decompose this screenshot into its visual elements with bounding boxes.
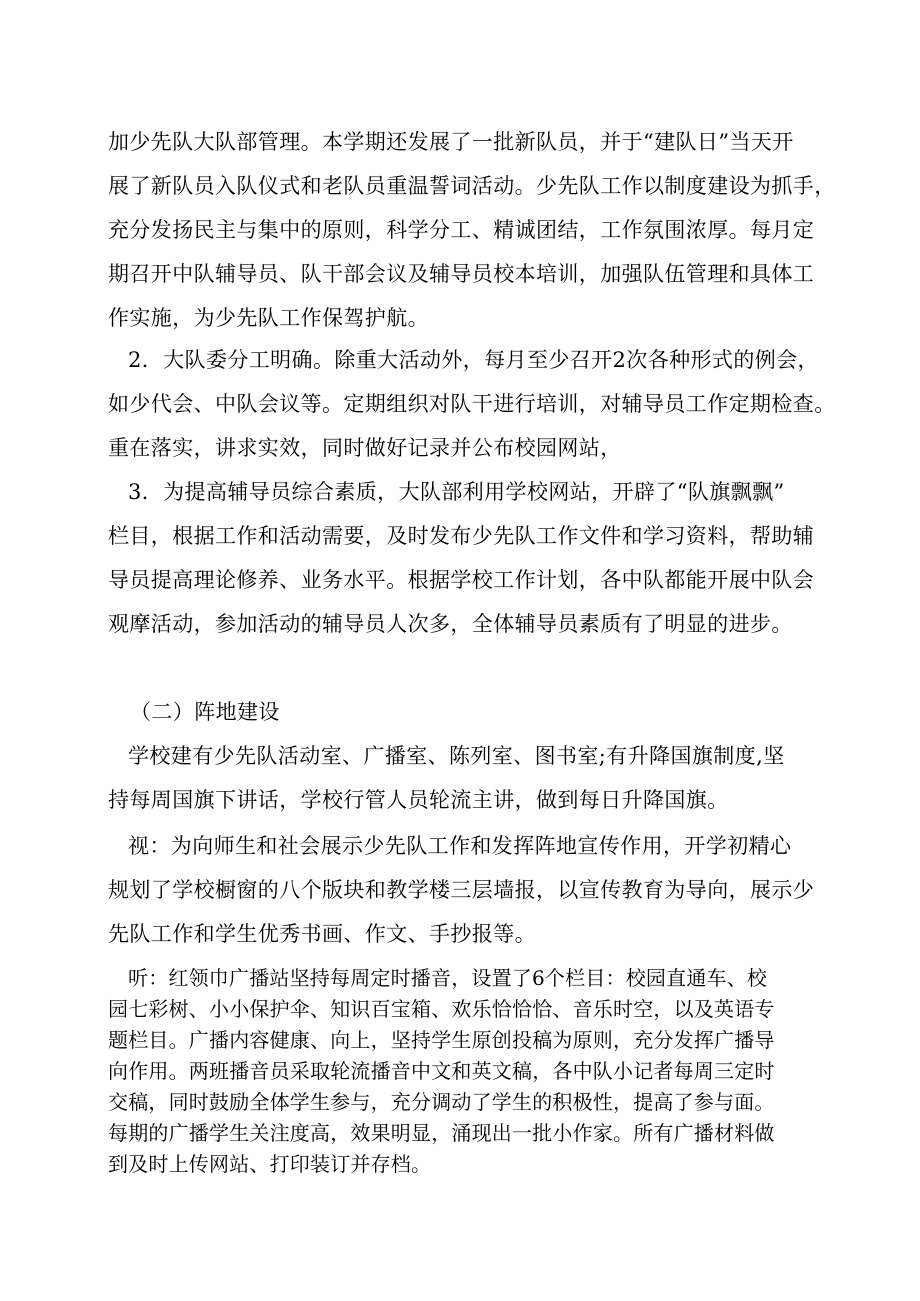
paragraph-line: 园七彩树、小小保护伞、知识百宝箱、欢乐恰恰恰、音乐时空，以及英语专	[108, 997, 775, 1021]
paragraph-line: 作实施，为少先队工作保驾护航。	[108, 306, 429, 330]
paragraph-3	[108, 478, 834, 654]
paragraph-6	[108, 964, 834, 1181]
paragraph-line: 题栏目。广播内容健康、向上，坚持学生原创投稿为原则，充分发挥广播导	[108, 1028, 775, 1052]
paragraph-line: 每期的广播学生关注度高，效果明显，涌现出一批小作家。所有广播材料做	[108, 1121, 775, 1145]
paragraph-line: 观摩活动，参加活动的辅导员人次多，全体辅导员素质有了明显的进步。	[108, 612, 793, 636]
paragraph-line: 向作用。两班播音员采取轮流播音中文和英文稿，各中队小记者每周三定时	[108, 1059, 775, 1083]
paragraph-line: 到及时上传网站、打印装订并存档。	[108, 1152, 432, 1176]
paragraph-line: 持每周国旗下讲话，学校行管人员轮流主讲，做到每日升降国旗。	[108, 788, 729, 812]
paragraph-line: 交稿，同时鼓励全体学生参与，充分调动了学生的积极性，提高了参与面。	[108, 1090, 775, 1114]
paragraph-1	[108, 128, 836, 348]
paragraph-line: 3．为提高辅导员综合素质，大队部利用学校网站，开辟了“队旗飘飘”	[128, 480, 785, 504]
section-heading-block	[130, 698, 836, 742]
paragraph-4	[108, 742, 834, 830]
paragraph-line: 加少先队大队部管理。本学期还发展了一批新队员，并于“建队日”当天开	[108, 130, 794, 154]
paragraph-line: 规划了学校橱窗的八个版块和教学楼三层墙报，以宣传教育为导向，展示少	[108, 878, 815, 902]
section-heading: （二）阵地建设	[130, 700, 280, 724]
paragraph-line: 学校建有少先队活动室、广播室、陈列室、图书室;有升降国旗制度,坚	[128, 744, 785, 768]
paragraph-line: 如少代会、中队会议等。定期组织对队干进行培训，对辅导员工作定期检查。	[108, 392, 836, 416]
paragraph-line: 栏目，根据工作和活动需要，及时发布少先队工作文件和学习资料，帮助辅	[108, 524, 815, 548]
paragraph-line: 听：红领巾广播站坚持每周定时播音，设置了6个栏目：校园直通车、校	[128, 966, 768, 990]
paragraph-line: 导员提高理论修养、业务水平。根据学校工作计划，各中队都能开展中队会	[108, 568, 815, 592]
paragraph-line: 先队工作和学生优秀书画、作文、手抄报等。	[108, 922, 536, 946]
paragraph-5	[108, 832, 834, 964]
paragraph-line: 2．大队委分工明确。除重大活动外，每月至少召开2次各种形式的例会，	[128, 348, 819, 372]
paragraph-2	[108, 346, 836, 478]
paragraph-line: 视：为向师生和社会展示少先队工作和发挥阵地宣传作用，开学初精心	[128, 834, 792, 858]
paragraph-line: 充分发扬民主与集中的原则，科学分工、精诚团结，工作氛围浓厚。每月定	[108, 218, 815, 242]
paragraph-line: 重在落实，讲求实效，同时做好记录并公布校园网站，	[108, 436, 622, 460]
paragraph-line: 展了新队员入队仪式和老队员重温誓词活动。少先队工作以制度建设为抓手，	[108, 174, 836, 198]
paragraph-line: 期召开中队辅导员、队干部会议及辅导员校本培训，加强队伍管理和具体工	[108, 262, 815, 286]
